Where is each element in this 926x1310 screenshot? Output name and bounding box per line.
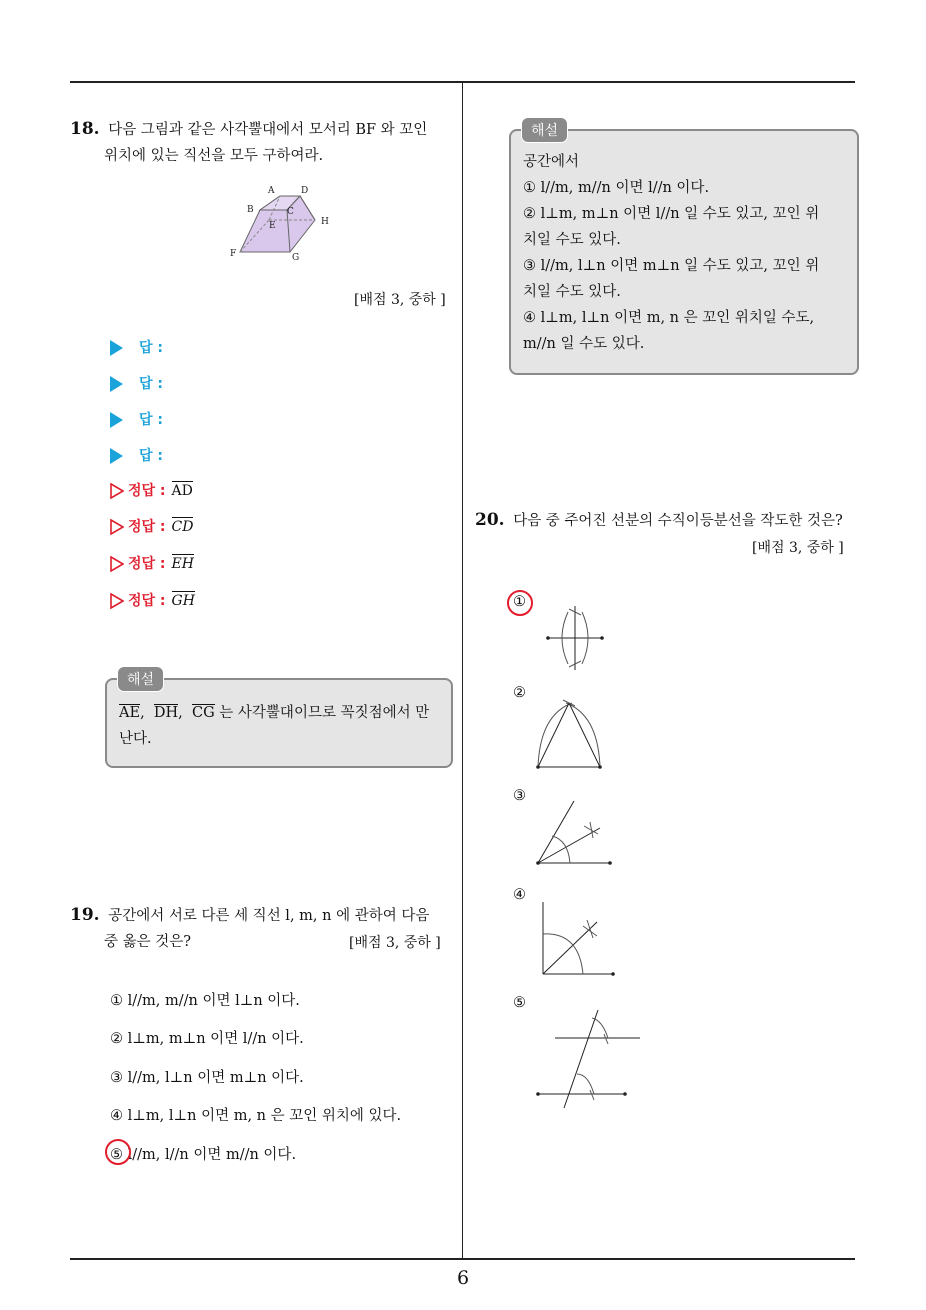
label-A: A xyxy=(268,186,275,196)
q20-option-5-figure xyxy=(530,1008,645,1113)
answer-mark-circle xyxy=(105,1139,131,1165)
correct-answer-value: EH xyxy=(171,556,194,572)
q18-explanation-box: AE, DH, CG 는 사각뿔대이므로 꼭짓점에서 만 난다. xyxy=(105,678,453,768)
label-G: G xyxy=(292,253,300,262)
q20-option-3-figure xyxy=(530,798,615,870)
correct-answer-row: 정답 : AD xyxy=(110,480,193,500)
q18-explanation-line2: 난다. xyxy=(119,731,152,747)
q20-question: 다음 중 주어진 선분의 수직이등분선을 작도한 것은? xyxy=(513,513,843,529)
q18-line1: 다음 그림과 같은 사각뿔대에서 모서리 BF 와 꼬인 xyxy=(108,122,428,138)
page-number: 6 xyxy=(456,1267,470,1289)
q19-explanation-tag: 해설 xyxy=(521,117,568,143)
answer-mark-circle xyxy=(507,590,533,616)
answer-row[interactable]: 답 : xyxy=(110,373,163,393)
play-triangle-icon xyxy=(110,412,123,428)
q18-explanation-line1: 는 사각뿔대이므로 꼭짓점에서 만 xyxy=(214,705,430,721)
q19-line1: 공간에서 서로 다른 세 직선 l, m, n 에 관하여 다음 xyxy=(108,908,430,924)
q19-option-5[interactable]: ⑤ l//m, l//n 이면 m//n 이다. xyxy=(110,1147,297,1163)
q20-text xyxy=(475,507,860,534)
q18-text xyxy=(70,116,460,169)
q20-option-3-label[interactable]: ③ xyxy=(513,788,526,804)
label-E: E xyxy=(269,221,276,231)
correct-answer-row: 정답 : CD xyxy=(110,516,193,536)
q18-explanation-tag: 해설 xyxy=(117,666,164,692)
q18-score: [배점 3, 중하 ] xyxy=(354,292,446,308)
answer-row[interactable]: 답 : xyxy=(110,409,163,429)
correct-answer-row: 정답 : GH xyxy=(110,590,195,610)
q19-number: 19. xyxy=(70,905,100,925)
q18-number: 18. xyxy=(70,119,100,139)
q20-option-1-label[interactable]: ① xyxy=(513,594,526,610)
q20-number: 20. xyxy=(475,510,505,530)
q19-option-4[interactable]: ④ l⊥m, l⊥n 이면 m, n 은 꼬인 위치에 있다. xyxy=(110,1108,402,1124)
q20-score: [배점 3, 중하 ] xyxy=(752,540,844,556)
bottom-rule xyxy=(70,1258,855,1260)
answer-row[interactable]: 답 : xyxy=(110,445,163,465)
outline-triangle-icon xyxy=(110,593,124,609)
q20-option-2-figure xyxy=(530,695,610,775)
label-C: C xyxy=(287,207,294,217)
q18-line2: 위치에 있는 직선을 모두 구하여라. xyxy=(104,148,324,164)
frustum-figure xyxy=(225,182,335,262)
q19-line2: 중 옳은 것은? xyxy=(104,934,192,950)
label-F: F xyxy=(230,249,237,259)
correct-answer-value: GH xyxy=(171,593,195,609)
q19-option-1[interactable]: ① l//m, m//n 이면 l⊥n 이다. xyxy=(110,993,300,1009)
segment-DH: DH xyxy=(153,705,179,721)
q20-option-4-label[interactable]: ④ xyxy=(513,887,526,903)
q19-score: [배점 3, 중하 ] xyxy=(349,935,441,951)
correct-answer-row: 정답 : EH xyxy=(110,553,194,573)
outline-triangle-icon xyxy=(110,519,124,535)
segment-CG: CG xyxy=(192,705,215,721)
q19-explanation-box xyxy=(509,129,859,375)
outline-triangle-icon xyxy=(110,556,124,572)
answer-row[interactable]: 답 : xyxy=(110,337,163,357)
label-D: D xyxy=(301,186,309,196)
q20-option-1-figure xyxy=(540,604,610,674)
play-triangle-icon xyxy=(110,448,123,464)
q20-option-5-label[interactable]: ⑤ xyxy=(513,995,526,1011)
label-H: H xyxy=(321,217,329,227)
q19-option-3[interactable]: ③ l//m, l⊥n 이면 m⊥n 이다. xyxy=(110,1070,304,1086)
play-triangle-icon xyxy=(110,340,123,356)
column-divider xyxy=(462,83,463,1259)
label-B: B xyxy=(247,205,254,215)
q20-option-4-figure xyxy=(535,898,620,978)
q19-explanation-body: 공간에서 ① l//m, m//n 이면 l//n 이다. ② l⊥m, m⊥n 이면 l//n 일 수도 있고, 꼬인 위 치일 수도 있다. ③ l//m, l⊥n 이면 m⊥n 일 수도 있고, 꼬인 위 치일 수도 있다. ④ l⊥m, l⊥n 이면 m, n 은 꼬인 위치일 수도, m//n 일 수도 있다. xyxy=(523,154,820,352)
q19-option-2[interactable]: ② l⊥m, m⊥n 이면 l//n 이다. xyxy=(110,1031,304,1047)
outline-triangle-icon xyxy=(110,483,124,499)
q20-option-2-label[interactable]: ② xyxy=(513,685,526,701)
play-triangle-icon xyxy=(110,376,123,392)
correct-answer-value: AD xyxy=(171,483,193,499)
correct-answer-value: CD xyxy=(171,519,194,535)
segment-AE: AE xyxy=(119,705,141,721)
